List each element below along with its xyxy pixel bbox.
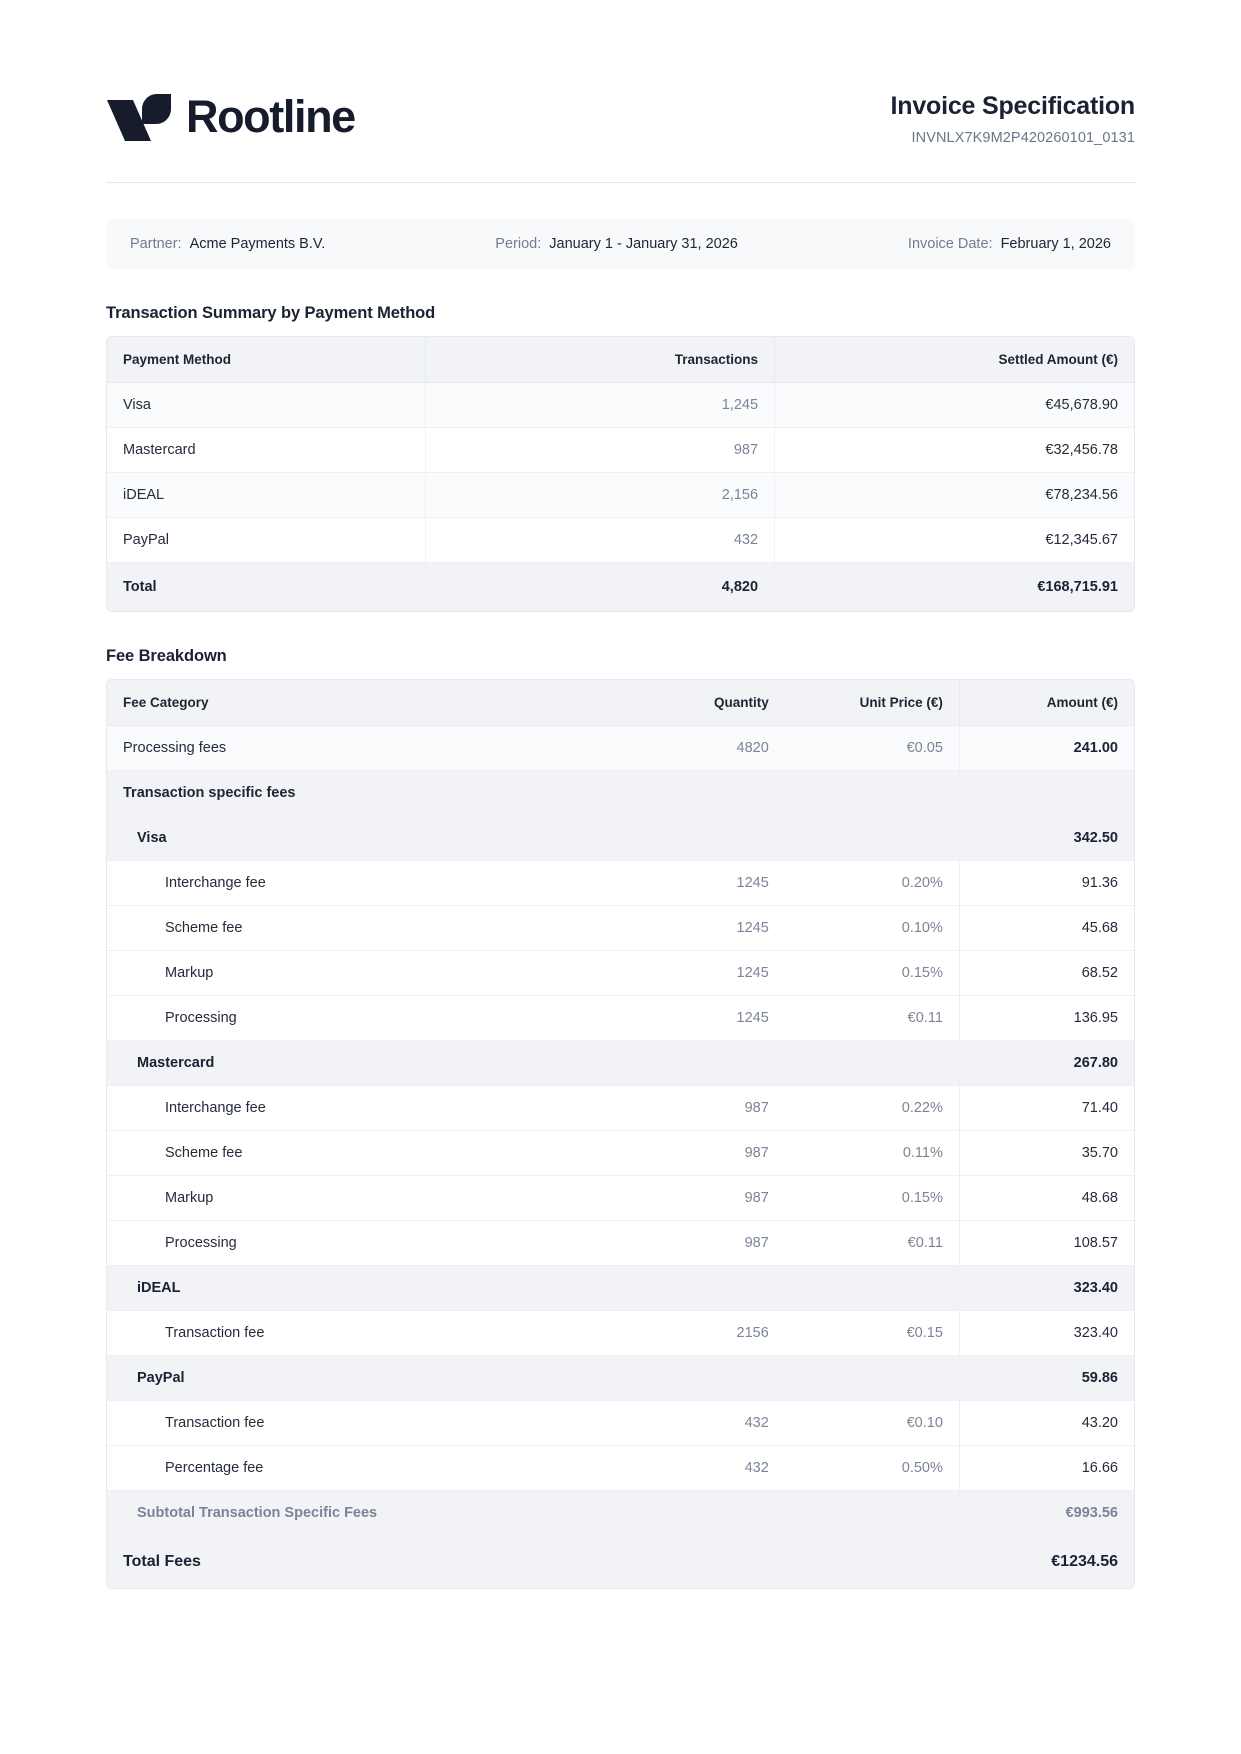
header-meta (891, 84, 1135, 146)
cell-amount: €45,678.90 (775, 383, 1134, 428)
table-row (107, 428, 1134, 473)
fee-label: Visa (107, 816, 641, 861)
fee-amount: 91.36 (959, 861, 1134, 906)
fee-unit-price: €0.05 (785, 726, 960, 771)
rootline-leaf-mark-icon (106, 90, 172, 142)
fee-label: Transaction fee (107, 1401, 641, 1446)
fee-total-label: Total Fees (107, 1536, 959, 1589)
cell-amount: €32,456.78 (775, 428, 1134, 473)
cell-amount: €78,234.56 (775, 473, 1134, 518)
fee-group-row (107, 1266, 1134, 1311)
fee-subtotal-amount: €993.56 (959, 1491, 1134, 1536)
partner-label: Partner: (130, 236, 182, 252)
fee-detail-row (107, 1221, 1134, 1266)
summary-col-transactions: Transactions (425, 337, 774, 383)
fee-total-row (107, 1536, 1134, 1589)
fee-label: Percentage fee (107, 1446, 641, 1491)
summary-table-card (106, 336, 1135, 612)
fee-unit-price: €0.11 (785, 996, 960, 1041)
period-label: Period: (495, 236, 542, 252)
meta-invoice-date (908, 236, 1111, 252)
fee-amount: 267.80 (959, 1041, 1134, 1086)
fee-label: Interchange fee (107, 861, 641, 906)
fee-detail-row (107, 1131, 1134, 1176)
fee-detail-row (107, 1086, 1134, 1131)
document-header (106, 84, 1135, 183)
fee-label: Transaction fee (107, 1311, 641, 1356)
total-amount: €168,715.91 (775, 563, 1134, 612)
fee-label: Processing (107, 1221, 641, 1266)
fee-quantity: 432 (641, 1401, 785, 1446)
fee-detail-row (107, 1401, 1134, 1446)
fee-unit-price: 0.15% (785, 1176, 960, 1221)
fee-amount: 45.68 (959, 906, 1134, 951)
fee-amount: 108.57 (959, 1221, 1134, 1266)
fee-amount: 71.40 (959, 1086, 1134, 1131)
fee-detail-row (107, 1446, 1134, 1491)
fee-unit-price (785, 771, 960, 816)
fee-unit-price: €0.11 (785, 1221, 960, 1266)
invoice-date-label: Invoice Date: (907, 236, 993, 252)
fee-detail-row (107, 1176, 1134, 1221)
fee-label: Processing (107, 996, 641, 1041)
fee-amount: 16.66 (959, 1446, 1134, 1491)
fees-col-quantity: Quantity (641, 680, 785, 726)
fee-group-row (107, 816, 1134, 861)
fee-quantity: 4820 (641, 726, 785, 771)
fee-amount: 35.70 (959, 1131, 1134, 1176)
fee-unit-price: 0.10% (785, 906, 960, 951)
cell-method: iDEAL (107, 473, 425, 518)
fee-quantity (641, 1041, 785, 1086)
fee-unit-price: €0.10 (785, 1401, 960, 1446)
fees-col-category: Fee Category (107, 680, 641, 726)
table-row (107, 383, 1134, 428)
cell-transactions: 987 (425, 428, 774, 473)
period-value: January 1 - January 31, 2026 (549, 236, 738, 252)
fees-section-title: Fee Breakdown (106, 647, 227, 665)
fee-unit-price (785, 1356, 960, 1401)
invoice-date-value: February 1, 2026 (1000, 236, 1111, 252)
fee-subtotal-label: Subtotal Transaction Specific Fees (107, 1491, 959, 1536)
invoice-reference: INVNLX7K9M2P420260101_0131 (911, 130, 1135, 146)
fee-amount: 43.20 (959, 1401, 1134, 1446)
fee-detail-row (107, 861, 1134, 906)
fee-label: Interchange fee (107, 1086, 641, 1131)
brand-name: Rootline (186, 90, 355, 142)
page-bottom-spacer (106, 1589, 1135, 1709)
fee-unit-price: 0.15% (785, 951, 960, 996)
summary-table-body (107, 383, 1134, 612)
fee-quantity: 987 (641, 1086, 785, 1131)
fee-label: Transaction specific fees (107, 771, 641, 816)
fee-quantity: 987 (641, 1131, 785, 1176)
fee-quantity (641, 771, 785, 816)
fees-col-amount: Amount (€) (959, 680, 1134, 726)
fee-quantity (641, 1356, 785, 1401)
fee-detail-row (107, 906, 1134, 951)
fee-unit-price (785, 1041, 960, 1086)
fee-detail-row (107, 996, 1134, 1041)
fee-row (107, 726, 1134, 771)
invoice-meta-bar (106, 219, 1135, 269)
fee-label: Markup (107, 951, 641, 996)
fee-total-amount: €1234.56 (959, 1536, 1134, 1589)
partner-value: Acme Payments B.V. (189, 236, 326, 252)
fee-amount: 68.52 (959, 951, 1134, 996)
cell-method: Visa (107, 383, 425, 428)
fee-amount: 323.40 (959, 1266, 1134, 1311)
fee-unit-price: 0.22% (785, 1086, 960, 1131)
fee-quantity: 1245 (641, 906, 785, 951)
fees-table (107, 680, 1134, 1588)
fee-unit-price (785, 816, 960, 861)
fee-amount (959, 771, 1134, 816)
cell-transactions: 1,245 (425, 383, 774, 428)
summary-table (107, 337, 1134, 611)
fee-quantity: 987 (641, 1221, 785, 1266)
fee-label: Scheme fee (107, 1131, 641, 1176)
fee-amount: 241.00 (959, 726, 1134, 771)
fee-amount: 59.86 (959, 1356, 1134, 1401)
fee-unit-price: 0.11% (785, 1131, 960, 1176)
fee-label: Scheme fee (107, 906, 641, 951)
fee-quantity: 432 (641, 1446, 785, 1491)
total-label: Total (107, 563, 425, 612)
table-row (107, 473, 1134, 518)
fee-quantity (641, 1266, 785, 1311)
cell-method: Mastercard (107, 428, 425, 473)
cell-amount: €12,345.67 (775, 518, 1134, 563)
fee-label: Mastercard (107, 1041, 641, 1086)
cell-transactions: 2,156 (425, 473, 774, 518)
fee-label: Markup (107, 1176, 641, 1221)
fee-unit-price: 0.20% (785, 861, 960, 906)
fee-amount: 136.95 (959, 996, 1134, 1041)
fees-table-body (107, 726, 1134, 1589)
fee-detail-row (107, 1311, 1134, 1356)
fee-quantity: 2156 (641, 1311, 785, 1356)
table-row (107, 518, 1134, 563)
cell-method: PayPal (107, 518, 425, 563)
total-transactions: 4,820 (425, 563, 774, 612)
fee-quantity (641, 816, 785, 861)
fee-amount: 48.68 (959, 1176, 1134, 1221)
fee-unit-price: 0.50% (785, 1446, 960, 1491)
fee-group-row (107, 1041, 1134, 1086)
fee-quantity: 1245 (641, 861, 785, 906)
fee-quantity: 1245 (641, 996, 785, 1041)
fee-amount: 323.40 (959, 1311, 1134, 1356)
fee-group-header-row (107, 771, 1134, 816)
fee-label: iDEAL (107, 1266, 641, 1311)
summary-header-row (107, 337, 1134, 383)
fee-detail-row (107, 951, 1134, 996)
fee-label: PayPal (107, 1356, 641, 1401)
fee-unit-price: €0.15 (785, 1311, 960, 1356)
fee-amount: 342.50 (959, 816, 1134, 861)
fees-header-row (107, 680, 1134, 726)
meta-period (325, 236, 908, 252)
summary-section-title: Transaction Summary by Payment Method (106, 304, 436, 322)
fee-unit-price (785, 1266, 960, 1311)
fee-label: Processing fees (107, 726, 641, 771)
page-title: Invoice Specification (890, 92, 1135, 120)
fee-subtotal-row (107, 1491, 1134, 1536)
fees-col-unit-price: Unit Price (€) (785, 680, 960, 726)
fee-quantity: 1245 (641, 951, 785, 996)
summary-col-amount: Settled Amount (€) (775, 337, 1134, 383)
cell-transactions: 432 (425, 518, 774, 563)
fees-table-card (106, 679, 1135, 1589)
meta-partner (130, 236, 325, 252)
summary-total-row (107, 563, 1134, 612)
summary-col-method: Payment Method (107, 337, 425, 383)
fee-group-row (107, 1356, 1134, 1401)
brand-lockup (106, 84, 355, 142)
fee-quantity: 987 (641, 1176, 785, 1221)
